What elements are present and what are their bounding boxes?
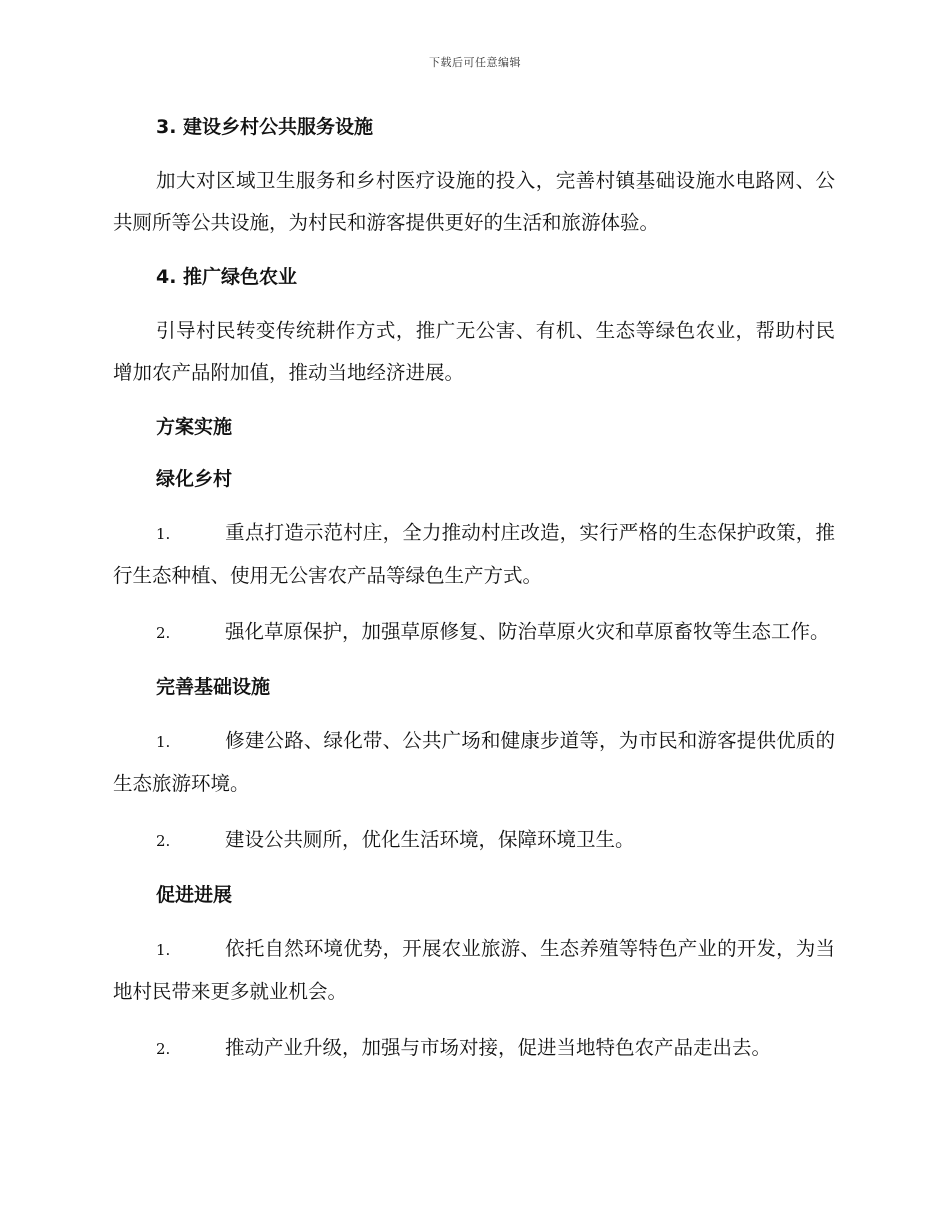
implementation-title: 方案实施 (156, 416, 233, 438)
list-item-number: 2. (156, 1040, 171, 1058)
list-item-number: 1. (156, 525, 171, 543)
document-body (113, 108, 835, 1070)
list-item-text: 推动产业升级，加强与市场对接，促进当地特色农产品走出去。 (225, 1036, 772, 1059)
section-4-body: 引导村民转变传统耕作方式，推广无公害、有机、生态等绿色农业，帮助村民增加农产品附加值，推动当地经济进展。 (113, 319, 835, 384)
list-item-number: 1. (156, 733, 171, 751)
list-item-number: 2. (156, 832, 171, 850)
list-item (113, 611, 835, 654)
greening-title: 绿化乡村 (156, 468, 233, 490)
list-item (113, 512, 835, 597)
list-item-number: 2. (156, 624, 171, 642)
list-item-text: 依托自然环境优势，开展农业旅游、生态养殖等特色产业的开发，为当地村民带来更多就业机会。 (113, 937, 835, 1003)
list-item (113, 720, 835, 805)
development-title: 促进进展 (156, 884, 233, 906)
list-item-text: 强化草原保护，加强草原修复、防治草原火灾和草原畜牧等生态工作。 (225, 620, 830, 643)
infrastructure-title: 完善基础设施 (156, 676, 271, 698)
section-4-title: 4. 推广绿色农业 (156, 266, 298, 288)
header-note: 下载后可任意编辑 (429, 56, 521, 69)
section-3-body: 加大对区域卫生服务和乡村医疗设施的投入，完善村镇基础设施水电路网、公共厕所等公共设施，为村民和游客提供更好的生活和旅游体验。 (113, 169, 835, 234)
list-item (113, 1027, 835, 1070)
list-item (113, 819, 835, 862)
list-item (113, 928, 835, 1013)
list-item-number: 1. (156, 941, 171, 959)
list-item-text: 修建公路、绿化带、公共广场和健康步道等，为市民和游客提供优质的生态旅游环境。 (113, 729, 835, 795)
list-item-text: 建设公共厕所，优化生活环境，保障环境卫生。 (225, 828, 635, 851)
section-3-title: 3. 建设乡村公共服务设施 (156, 116, 374, 138)
list-item-text: 重点打造示范村庄，全力推动村庄改造，实行严格的生态保护政策，推行生态种植、使用无公害农产品等绿色生产方式。 (113, 521, 835, 587)
